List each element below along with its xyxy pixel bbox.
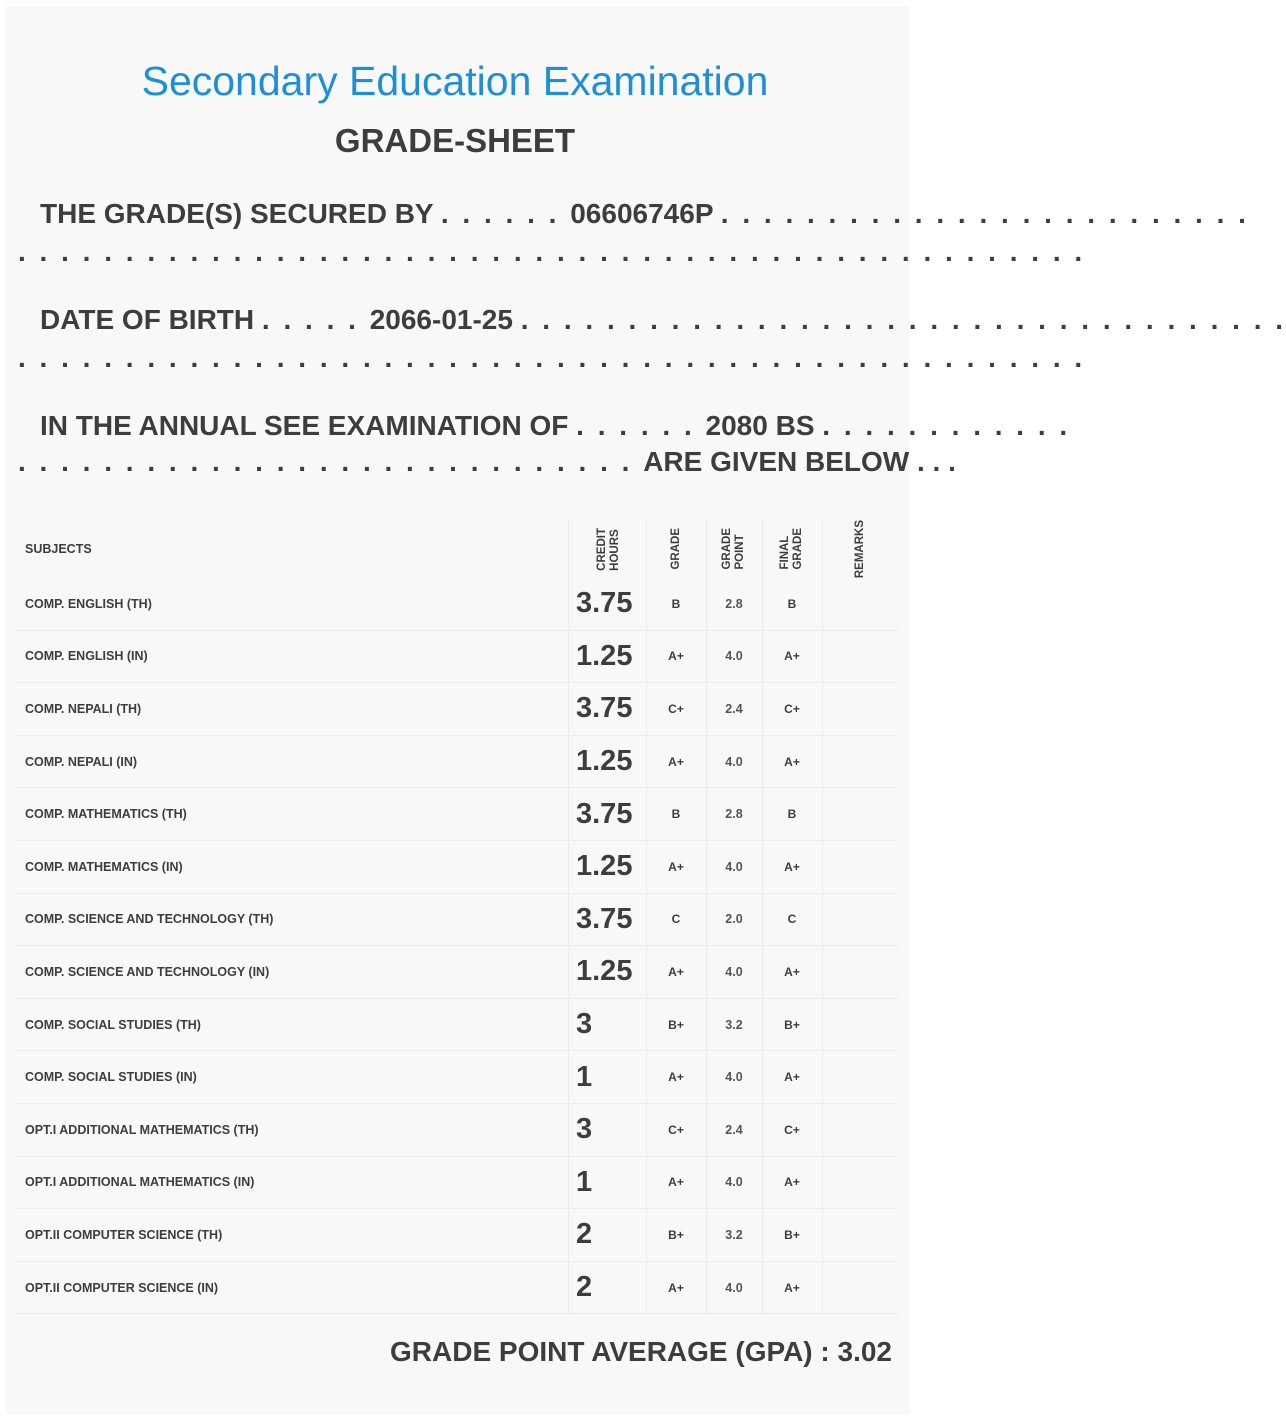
- grade-cell: C+: [668, 1122, 684, 1137]
- credit-hours-cell: 3.75: [576, 587, 633, 620]
- header-remarks: REMARKS: [853, 520, 866, 579]
- remarks-cell: [822, 999, 898, 1051]
- table-row: [16, 999, 898, 1052]
- table-row: [16, 841, 898, 894]
- grade-point-cell: 4.0: [725, 1070, 743, 1085]
- table-row: [16, 946, 898, 999]
- table-row: [16, 578, 898, 631]
- credit-hours-cell: 3.75: [576, 902, 633, 935]
- header-final-grade: FINAL GRADE: [779, 528, 804, 570]
- final-grade-cell: B: [787, 596, 797, 611]
- dot-leader: . . . . . . . . . . . . . . . . . . . . . . . . . . . . . . . . . . . .: [520, 304, 1286, 335]
- dot-leader: . . . . . . . . . . . .: [822, 410, 1071, 441]
- grade-cell: A+: [668, 1175, 684, 1190]
- given-below-line: [18, 446, 956, 478]
- credit-hours-cell: 3: [576, 1113, 593, 1146]
- secured-by-label: THE GRADE(S) SECURED BY: [40, 198, 434, 229]
- grade-cell: A+: [668, 1280, 684, 1295]
- subject-cell: COMP. NEPALI (IN): [25, 754, 138, 769]
- grade-cell: B+: [668, 1017, 684, 1032]
- grade-cell: A+: [668, 1070, 684, 1085]
- subject-cell: OPT.II COMPUTER SCIENCE (IN): [25, 1280, 219, 1295]
- final-grade-cell: A+: [784, 649, 800, 664]
- table-row: [16, 736, 898, 789]
- grade-point-cell: 4.0: [725, 964, 743, 979]
- remarks-cell: [822, 1209, 898, 1261]
- dot-leader: . . . . . . . . . . . . . . . . . . . . . . . . . . . . .: [18, 446, 644, 477]
- table-row: [16, 894, 898, 947]
- grade-cell: B+: [668, 1227, 684, 1242]
- dot-leader: . . . . . . . . . . . . . . . . . . . . . . . . .: [720, 198, 1249, 229]
- grade-point-cell: 4.0: [725, 859, 743, 874]
- final-grade-cell: B: [787, 807, 797, 822]
- credit-hours-cell: 3.75: [576, 692, 633, 725]
- grade-point-cell: 4.0: [725, 649, 743, 664]
- subject-cell: OPT.I ADDITIONAL MATHEMATICS (TH): [25, 1122, 259, 1137]
- credit-hours-cell: 2: [576, 1271, 593, 1304]
- remarks-cell: [822, 1157, 898, 1209]
- grade-cell: A+: [668, 754, 684, 769]
- dob-label: DATE OF BIRTH: [40, 304, 255, 335]
- dot-leader: . . . . . .: [440, 198, 571, 229]
- grade-point-cell: 3.2: [725, 1017, 743, 1032]
- grade-point-cell: 4.0: [725, 1280, 743, 1295]
- gpa-label: GRADE POINT AVERAGE (GPA) :: [390, 1336, 830, 1367]
- remarks-cell: [822, 1104, 898, 1156]
- grade-point-cell: 2.4: [725, 1122, 743, 1137]
- credit-hours-cell: 1.25: [576, 955, 633, 988]
- grade-point-cell: 2.8: [725, 807, 743, 822]
- dot-leader-line: . . . . . . . . . . . . . . . . . . . . . . . . . . . . . . . . . . . . . . . . . . . . . . . . . .: [18, 236, 1086, 267]
- grade-cell: A+: [668, 964, 684, 979]
- subject-cell: OPT.I ADDITIONAL MATHEMATICS (IN): [25, 1175, 255, 1190]
- exam-title: Secondary Education Examination: [141, 58, 769, 104]
- remarks-cell: [822, 841, 898, 893]
- credit-hours-cell: 3: [576, 1008, 593, 1041]
- credit-hours-cell: 1.25: [576, 639, 633, 672]
- subject-cell: COMP. ENGLISH (TH): [25, 596, 152, 611]
- grade-point-cell: 2.0: [725, 912, 743, 927]
- subject-cell: COMP. SOCIAL STUDIES (TH): [25, 1017, 201, 1032]
- subject-cell: COMP. ENGLISH (IN): [25, 649, 148, 664]
- credit-hours-cell: 1: [576, 1060, 593, 1093]
- remarks-cell: [822, 788, 898, 840]
- credit-hours-cell: 3.75: [576, 797, 633, 830]
- subject-cell: COMP. MATHEMATICS (IN): [25, 859, 183, 874]
- header-grade: GRADE: [669, 528, 682, 570]
- final-grade-cell: C+: [784, 701, 800, 716]
- date-of-birth: 2066-01-25: [369, 304, 513, 335]
- subject-cell: COMP. SCIENCE AND TECHNOLOGY (IN): [25, 964, 270, 979]
- final-grade-cell: C+: [784, 1122, 800, 1137]
- subject-cell: COMP. SOCIAL STUDIES (IN): [25, 1070, 197, 1085]
- remarks-cell: [822, 683, 898, 735]
- grade-cell: B: [671, 807, 681, 822]
- given-below-text: ARE GIVEN BELOW . . .: [643, 446, 956, 477]
- gpa-value: 3.02: [837, 1336, 892, 1367]
- grade-cell: A+: [668, 859, 684, 874]
- grade-cell: A+: [668, 649, 684, 664]
- remarks-cell: [822, 578, 898, 630]
- remarks-cell: [822, 946, 898, 998]
- grade-point-cell: 4.0: [725, 754, 743, 769]
- grade-table: [16, 520, 898, 1314]
- header-credit-hours: CREDIT HOURS: [596, 527, 621, 571]
- final-grade-cell: A+: [784, 964, 800, 979]
- table-body: [16, 578, 898, 1314]
- remarks-cell: [822, 736, 898, 788]
- credit-hours-cell: 2: [576, 1218, 593, 1251]
- final-grade-cell: A+: [784, 754, 800, 769]
- exam-year: 2080 BS: [705, 410, 815, 441]
- final-grade-cell: B+: [784, 1227, 800, 1242]
- final-grade-cell: A+: [784, 859, 800, 874]
- table-row: [16, 631, 898, 684]
- table-row: [16, 1051, 898, 1104]
- remarks-cell: [822, 894, 898, 946]
- subject-cell: COMP. NEPALI (TH): [25, 701, 142, 716]
- subject-cell: OPT.II COMPUTER SCIENCE (TH): [25, 1227, 223, 1242]
- final-grade-cell: B+: [784, 1017, 800, 1032]
- dot-leader: . . . . . .: [576, 410, 706, 441]
- table-row: [16, 1209, 898, 1262]
- dob-line: [40, 304, 1286, 336]
- symbol-number: 06606746P: [570, 198, 713, 229]
- table-header: [16, 520, 898, 578]
- final-grade-cell: A+: [784, 1175, 800, 1190]
- grade-point-cell: 3.2: [725, 1227, 743, 1242]
- secured-by-line: [40, 198, 1249, 230]
- exam-label: IN THE ANNUAL SEE EXAMINATION OF: [40, 410, 569, 441]
- final-grade-cell: A+: [784, 1070, 800, 1085]
- table-row: [16, 1104, 898, 1157]
- grade-cell: B: [671, 596, 681, 611]
- table-row: [16, 1262, 898, 1315]
- credit-hours-cell: 1.25: [576, 850, 633, 883]
- grade-point-cell: 2.4: [725, 701, 743, 716]
- grade-cell: C: [671, 912, 681, 927]
- remarks-cell: [822, 631, 898, 683]
- header-grade-point: GRADE POINT: [721, 528, 746, 570]
- grade-sheet-heading: GRADE-SHEET: [334, 122, 576, 159]
- grade-point-cell: 4.0: [725, 1175, 743, 1190]
- grade-cell: C+: [668, 701, 684, 716]
- credit-hours-cell: 1: [576, 1165, 593, 1198]
- credit-hours-cell: 1.25: [576, 745, 633, 778]
- subject-cell: COMP. MATHEMATICS (TH): [25, 807, 187, 822]
- table-row: [16, 1157, 898, 1210]
- grade-point-cell: 2.8: [725, 596, 743, 611]
- dot-leader: . . . . .: [261, 304, 370, 335]
- gpa-summary: [390, 1336, 892, 1368]
- remarks-cell: [822, 1262, 898, 1314]
- table-row: [16, 683, 898, 736]
- remarks-cell: [822, 1051, 898, 1103]
- dot-leader-line: . . . . . . . . . . . . . . . . . . . . . . . . . . . . . . . . . . . . . . . . . . . . . . . . . .: [18, 342, 1086, 373]
- final-grade-cell: C: [787, 912, 797, 927]
- header-subjects: SUBJECTS: [25, 542, 92, 556]
- subject-cell: COMP. SCIENCE AND TECHNOLOGY (TH): [25, 912, 274, 927]
- final-grade-cell: A+: [784, 1280, 800, 1295]
- table-row: [16, 788, 898, 841]
- exam-line: [40, 410, 1071, 442]
